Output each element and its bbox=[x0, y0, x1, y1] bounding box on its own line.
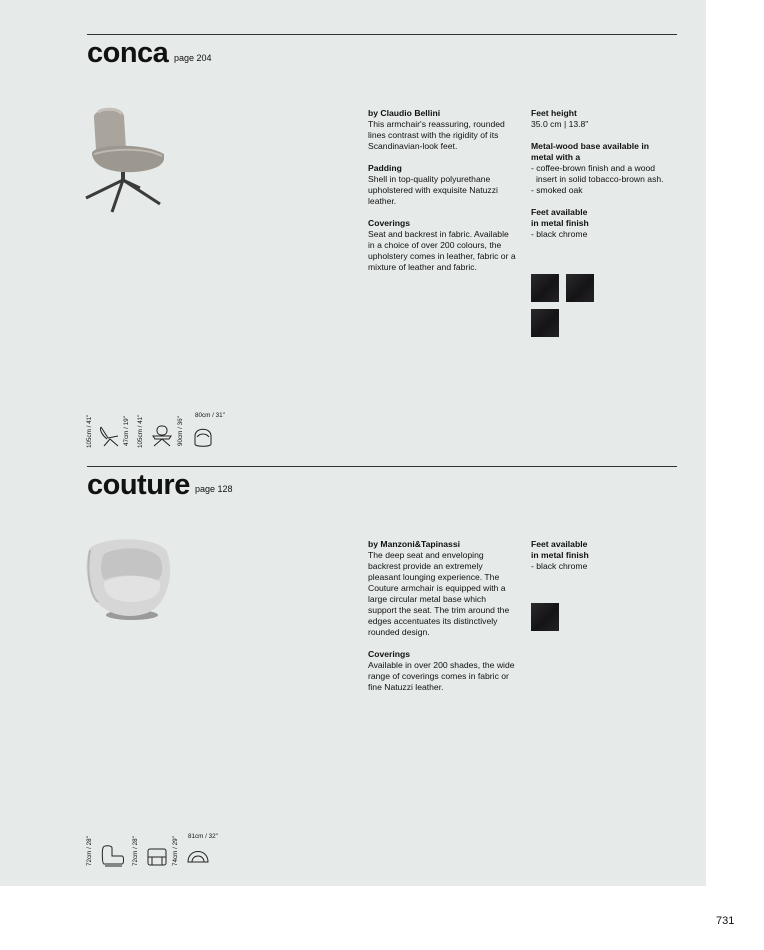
dimension-label: 90cm / 36" bbox=[177, 416, 184, 446]
coverings-heading: Coverings bbox=[368, 218, 411, 228]
dimension-label: 80cm / 31" bbox=[195, 412, 225, 419]
couture-description-column bbox=[368, 539, 516, 693]
dimension-label: 72cm / 28" bbox=[86, 836, 93, 866]
base-option: - smoked oak bbox=[531, 185, 583, 195]
dimension-label: 105cm / 41" bbox=[86, 414, 93, 448]
feet-height-value: 35.0 cm | 13.8" bbox=[531, 119, 589, 129]
dimension-label: 81cm / 32" bbox=[188, 833, 218, 840]
base-option: - coffee-brown finish and a wood insert in solid tobacco-brown ash. bbox=[531, 163, 664, 184]
feet-finish-heading: Feet available in metal finish bbox=[531, 207, 589, 228]
finish-swatch bbox=[566, 274, 594, 302]
feet-finish-option: - black chrome bbox=[531, 229, 588, 239]
feet-finish-heading: Feet available in metal finish bbox=[531, 539, 589, 560]
designer-credit: by Claudio Bellini bbox=[368, 108, 441, 118]
product-description: This armchair's reassuring, rounded lines contrast with the rigidity of its Scandinavian-look feet. bbox=[368, 119, 505, 151]
page-reference: page 128 bbox=[195, 484, 233, 494]
coverings-text: Available in over 200 shades, the wide range of coverings comes in fabric or fine Natuzzi leather. bbox=[368, 660, 515, 692]
front-view-icon bbox=[145, 844, 169, 868]
couture-armchair-image bbox=[84, 536, 174, 626]
page-reference: page 204 bbox=[174, 53, 212, 63]
top-view-icon bbox=[186, 844, 210, 868]
conca-specs-column bbox=[531, 108, 673, 240]
finish-swatch bbox=[531, 603, 559, 631]
dimension-label: 47cm / 19" bbox=[123, 416, 130, 446]
dimension-label: 74cm / 29" bbox=[172, 836, 179, 866]
side-view-icon bbox=[98, 424, 122, 448]
padding-heading: Padding bbox=[368, 163, 402, 173]
section-divider bbox=[87, 34, 677, 35]
front-view-icon bbox=[150, 424, 174, 448]
dimension-label: 105cm / 41" bbox=[137, 414, 144, 448]
feet-height-heading: Feet height bbox=[531, 108, 577, 118]
page-number: 731 bbox=[716, 915, 735, 927]
padding-text: Shell in top-quality polyurethane upholstered with exquisite Natuzzi leather. bbox=[368, 174, 498, 206]
product-title: couture bbox=[87, 469, 190, 501]
base-heading: Metal-wood base available in metal with a bbox=[531, 141, 649, 162]
product-description: The deep seat and enveloping backrest provide an extremely pleasant lounging experience. The Couture armchair is equipped with a large circular metal base which support the seat. The trim around the edges accentuates its distinctively rounded design. bbox=[368, 550, 510, 637]
product-title: conca bbox=[87, 37, 169, 69]
coverings-heading: Coverings bbox=[368, 649, 411, 659]
section-divider bbox=[87, 466, 677, 467]
dimension-label: 72cm / 28" bbox=[132, 836, 139, 866]
conca-description-column bbox=[368, 108, 516, 273]
side-view-icon bbox=[100, 844, 126, 868]
finish-swatch bbox=[531, 309, 559, 337]
finish-swatch bbox=[531, 274, 559, 302]
feet-finish-option: - black chrome bbox=[531, 561, 588, 571]
couture-specs-column bbox=[531, 539, 673, 572]
designer-credit: by Manzoni&Tapinassi bbox=[368, 539, 460, 549]
top-view-icon bbox=[192, 424, 214, 448]
conca-armchair-image bbox=[84, 104, 164, 216]
coverings-text: Seat and backrest in fabric. Available in a choice of over 200 colours, the upholstery comes in leather, fabric or a mixture of leather and fabric. bbox=[368, 229, 516, 272]
